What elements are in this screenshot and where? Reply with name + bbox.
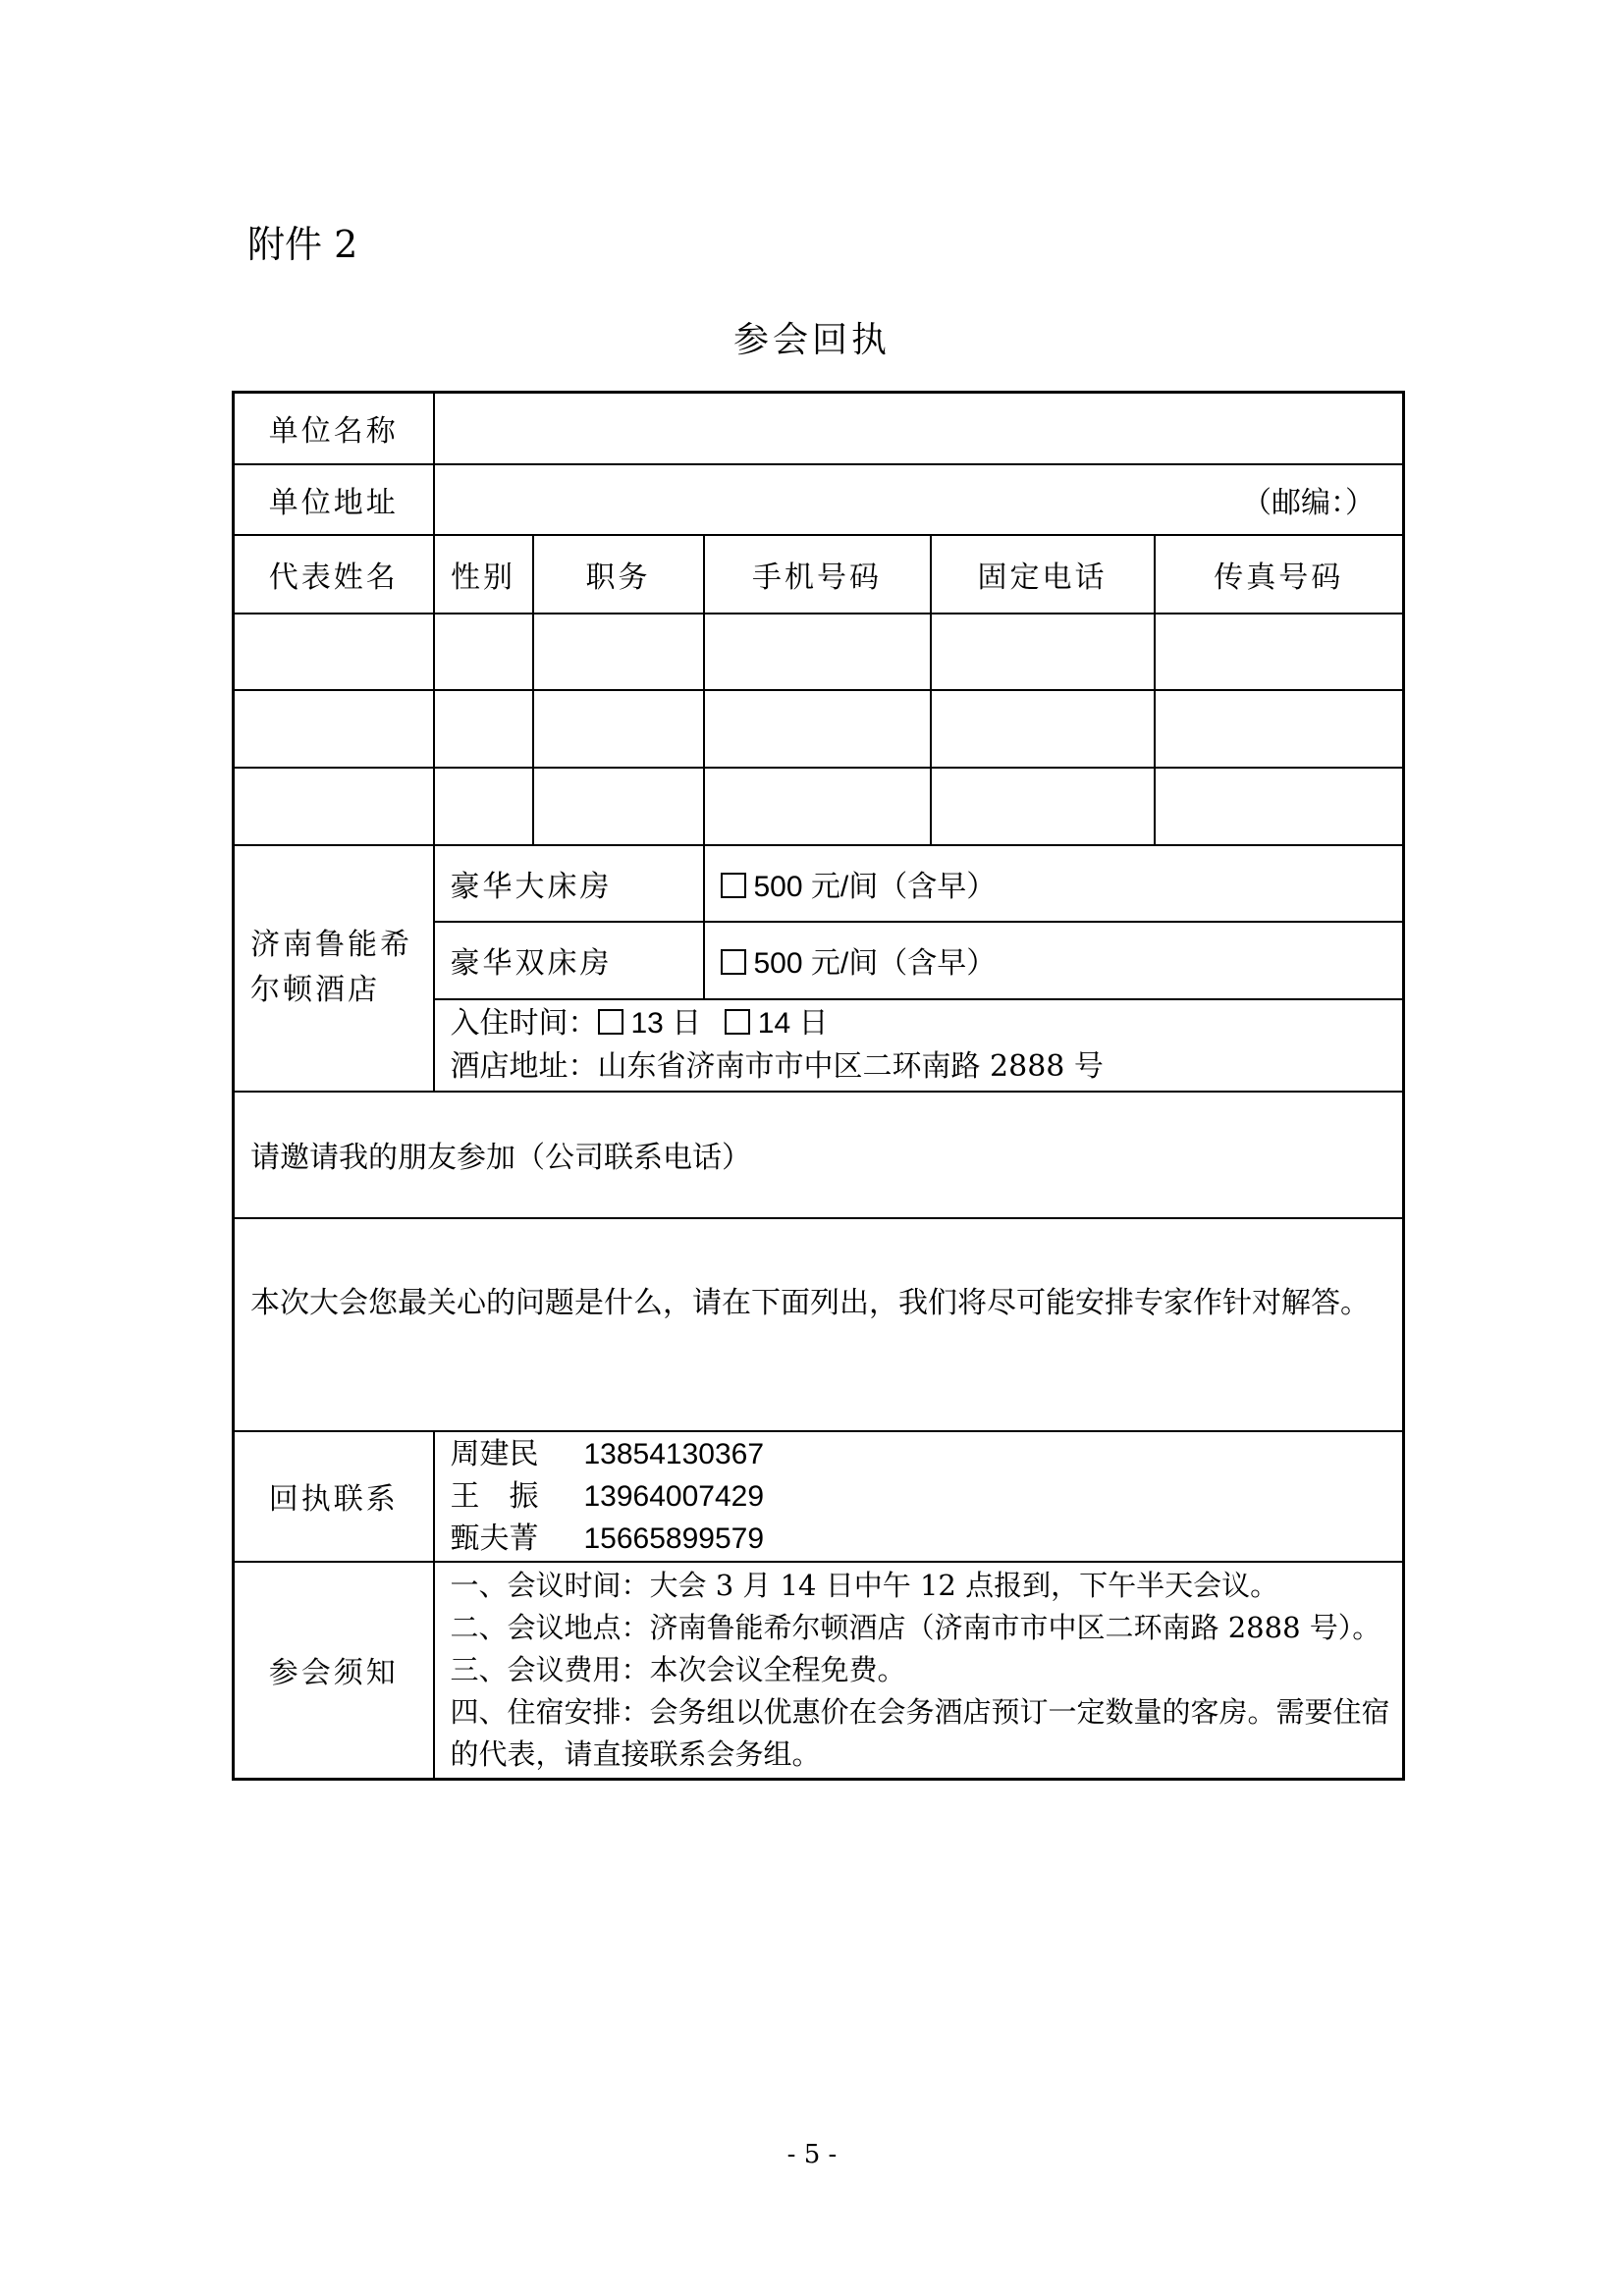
page-number: - 5 - bbox=[786, 2140, 838, 2169]
checkbox-icon[interactable] bbox=[598, 1009, 623, 1035]
cell-landline[interactable] bbox=[931, 614, 1155, 690]
cell-position[interactable] bbox=[533, 614, 704, 690]
checkin-label: 入住时间： bbox=[450, 1005, 598, 1041]
cell-name[interactable] bbox=[234, 690, 434, 768]
question-field[interactable] bbox=[234, 1218, 1404, 1431]
room-type-twin: 豪华双床房 bbox=[434, 922, 704, 999]
registration-form bbox=[232, 391, 1405, 1781]
room-option-twin[interactable] bbox=[704, 922, 1404, 999]
delegate-header-row bbox=[234, 535, 1404, 614]
cell-fax[interactable] bbox=[1155, 614, 1404, 690]
header-mobile: 手机号码 bbox=[704, 535, 931, 614]
cell-landline[interactable] bbox=[931, 768, 1155, 845]
org-name-field[interactable] bbox=[434, 393, 1404, 464]
postcode-label: （邮编：） bbox=[1242, 485, 1375, 520]
cell-gender[interactable] bbox=[434, 690, 533, 768]
contact-phone: 13964007429 bbox=[583, 1479, 765, 1513]
cell-name[interactable] bbox=[234, 768, 434, 845]
contact-name: 周建民 bbox=[450, 1436, 539, 1471]
header-position: 职务 bbox=[533, 535, 704, 614]
cell-fax[interactable] bbox=[1155, 690, 1404, 768]
header-fax: 传真号码 bbox=[1155, 535, 1404, 614]
invite-text: 请邀请我的朋友参加（公司联系电话） bbox=[250, 1141, 751, 1175]
cell-gender[interactable] bbox=[434, 614, 533, 690]
cell-mobile[interactable] bbox=[704, 614, 931, 690]
checkbox-icon[interactable] bbox=[721, 873, 746, 898]
org-name-label: 单位名称 bbox=[234, 393, 434, 464]
cell-mobile[interactable] bbox=[704, 690, 931, 768]
invite-field[interactable] bbox=[234, 1092, 1404, 1218]
org-address-field[interactable] bbox=[434, 464, 1404, 535]
header-landline: 固定电话 bbox=[931, 535, 1155, 614]
room-price-twin: 500 元/间（含早） bbox=[753, 947, 997, 980]
cell-landline[interactable] bbox=[931, 690, 1155, 768]
contact-label: 回执联系 bbox=[234, 1431, 434, 1562]
delegate-row bbox=[234, 614, 1404, 690]
delegate-row bbox=[234, 690, 1404, 768]
contact-name: 王 振 bbox=[450, 1478, 539, 1514]
room-option-king[interactable] bbox=[704, 845, 1404, 922]
notice-item: 二、会议地点：济南鲁能希尔顿酒店（济南市市中区二环南路 2888 号）。 bbox=[450, 1610, 1381, 1644]
contact-phone: 15665899579 bbox=[583, 1522, 765, 1555]
contact-row bbox=[451, 1433, 1403, 1475]
contact-phone: 13854130367 bbox=[583, 1437, 765, 1470]
org-address-label: 单位地址 bbox=[234, 464, 434, 535]
cell-position[interactable] bbox=[533, 768, 704, 845]
header-gender: 性别 bbox=[434, 535, 533, 614]
cell-gender[interactable] bbox=[434, 768, 533, 845]
question-text: 本次大会您最关心的问题是什么，请在下面列出，我们将尽可能安排专家作针对解答。 bbox=[250, 1285, 1370, 1320]
checkin-info bbox=[434, 999, 1404, 1092]
checkbox-icon[interactable] bbox=[721, 949, 746, 975]
room-price-king: 500 元/间（含早） bbox=[753, 870, 997, 903]
attachment-label: 附件 2 bbox=[247, 223, 358, 266]
contact-row bbox=[451, 1475, 1403, 1518]
cell-position[interactable] bbox=[533, 690, 704, 768]
delegate-row bbox=[234, 768, 1404, 845]
header-name: 代表姓名 bbox=[234, 535, 434, 614]
notice-label: 参会须知 bbox=[234, 1562, 434, 1780]
cell-name[interactable] bbox=[234, 614, 434, 690]
hotel-name: 济南鲁能希尔顿酒店 bbox=[234, 845, 434, 1092]
contact-list bbox=[434, 1431, 1404, 1562]
cell-mobile[interactable] bbox=[704, 768, 931, 845]
form-title: 参会回执 bbox=[732, 320, 891, 360]
contact-name: 甄夫菁 bbox=[450, 1521, 539, 1556]
notice-item: 一、会议时间：大会 3 月 14 日中午 12 点报到，下午半天会议。 bbox=[450, 1568, 1279, 1602]
notice-list bbox=[434, 1562, 1404, 1780]
hotel-address: 酒店地址：山东省济南市市中区二环南路 2888 号 bbox=[450, 1048, 1104, 1084]
checkbox-icon[interactable] bbox=[725, 1009, 750, 1035]
checkin-option-13: 13 日 bbox=[630, 1006, 702, 1040]
contact-row bbox=[451, 1518, 1403, 1560]
room-type-king: 豪华大床房 bbox=[434, 845, 704, 922]
cell-fax[interactable] bbox=[1155, 768, 1404, 845]
notice-item: 四、住宿安排：会务组以优惠价在会务酒店预订一定数量的客房。需要住宿的代表，请直接联系会务组。 bbox=[450, 1694, 1390, 1771]
checkin-option-14: 14 日 bbox=[757, 1006, 829, 1040]
notice-item: 三、会议费用：本次会议全程免费。 bbox=[450, 1652, 906, 1686]
